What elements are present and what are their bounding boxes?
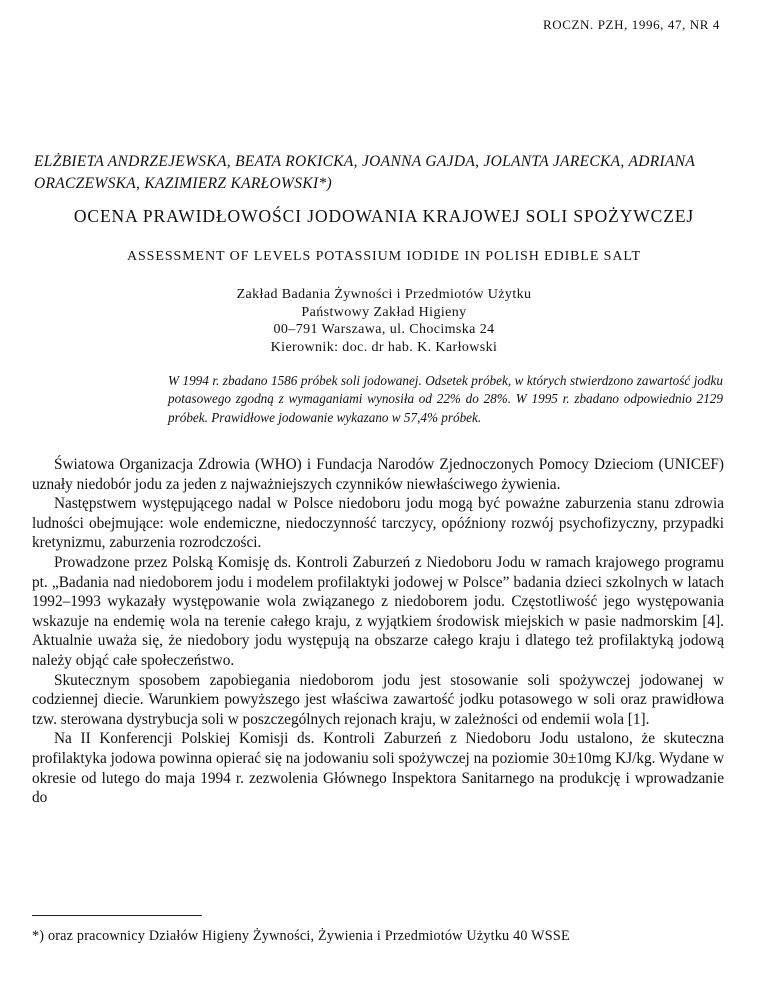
article-body	[32, 455, 724, 808]
article-title-polish: OCENA PRAWIDŁOWOŚCI JODOWANIA KRAJOWEJ SOLI SPOŻYWCZEJ	[73, 206, 695, 226]
body-paragraph: Na II Konferencji Polskiej Komisji ds. Kontroli Zaburzeń z Niedoboru Jodu ustalono, że skuteczna profilaktyka jodowa powinna opierać się na jodowaniu soli spożywczej na poziomie 30±10mg KJ/kg. Wydane w okresie od lutego do maja 1994 r. zezwolenia Głównego Inspektora Sanitarnego na produkcję i wprowadzanie do	[32, 730, 724, 807]
body-paragraph: Skutecznym sposobem zapobiegania niedoborom jodu jest stosowanie soli spożywczej jodowanej w codziennej diecie. Warunkiem powyższego jest właściwa zawartość jodku potasowego w soli oraz prawidłowa tzw. sterowana dystrybucja soli w poszczególnych rejonach kraju, w zależności od endemii wola [1].	[32, 671, 724, 728]
body-paragraph: Światowa Organizacja Zdrowia (WHO) i Fundacja Narodów Zjednoczonych Pomocy Dzieciom (UNICEF) uznały niedobór jodu za jeden z najważniejszych czynników niewłaściwego żywienia.	[32, 456, 724, 493]
affiliation-address: 00–791 Warszawa, ul. Chocimska 24	[273, 322, 495, 337]
body-paragraph: Następstwem występującego nadal w Polsce niedoboru jodu mogą być poważne zaburzenia stanu zdrowia ludności obejmujące: wole endemiczne, niedoczynność tarczycy, opóźniony rozwój psychofizyczny, przypadki kretynizmu, zaburzenia rozrodczości.	[32, 495, 724, 552]
footnote-divider	[32, 915, 202, 916]
running-head: ROCZN. PZH, 1996, 47, NR 4	[542, 17, 720, 32]
affiliation-block	[0, 286, 768, 356]
article-title-english: ASSESSMENT OF LEVELS POTASSIUM IODIDE IN POLISH EDIBLE SALT	[126, 249, 641, 264]
affiliation-department: Zakład Badania Żywności i Przedmiotów Użytku	[236, 287, 532, 302]
author-list: ELŻBIETA ANDRZEJEWSKA, BEATA ROKICKA, JOANNA GAJDA, JOLANTA JARECKA, ADRIANA ORACZEWSKA, KAZIMIERZ KARŁOWSKI*)	[34, 153, 695, 192]
affiliation-head: Kierownik: doc. dr hab. K. Karłowski	[270, 339, 498, 355]
footnote: *) oraz pracownicy Działów Higieny Żywności, Żywienia i Przedmiotów Użytku 40 WSSE	[32, 928, 570, 944]
affiliation-institute: Państwowy Zakład Higieny	[301, 304, 467, 320]
abstract: W 1994 r. zbadano 1586 próbek soli jodowanej. Odsetek próbek, w których stwierdzono zawartość jodku potasowego zgodną z wymaganiami wynosiła od 22% do 28%. W 1995 r. zbadano odpowiednio 2129 próbek. Prawidłowe jodowanie wykazano w 57,4% próbek.	[168, 373, 723, 425]
body-paragraph: Prowadzone przez Polską Komisję ds. Kontroli Zaburzeń z Niedoboru Jodu w ramach krajowego programu pt. „Badania nad niedoborem jodu i modelem profilaktyki jodowej w Polsce” badania dzieci szkolnych w latach 1992–1993 wykazały występowanie wola związanego z niedoborem jodu. Częstotliwość jego występowania wskazuje na endemię wola na terenie całego kraju, z wyjątkiem środowisk miejskich w pasie nadmorskim [4]. Aktualnie uważa się, że niedobory jodu występują na obszarze całego kraju i dlatego też profilaktyką jodową należy objąć całe społeczeństwo.	[32, 553, 724, 669]
